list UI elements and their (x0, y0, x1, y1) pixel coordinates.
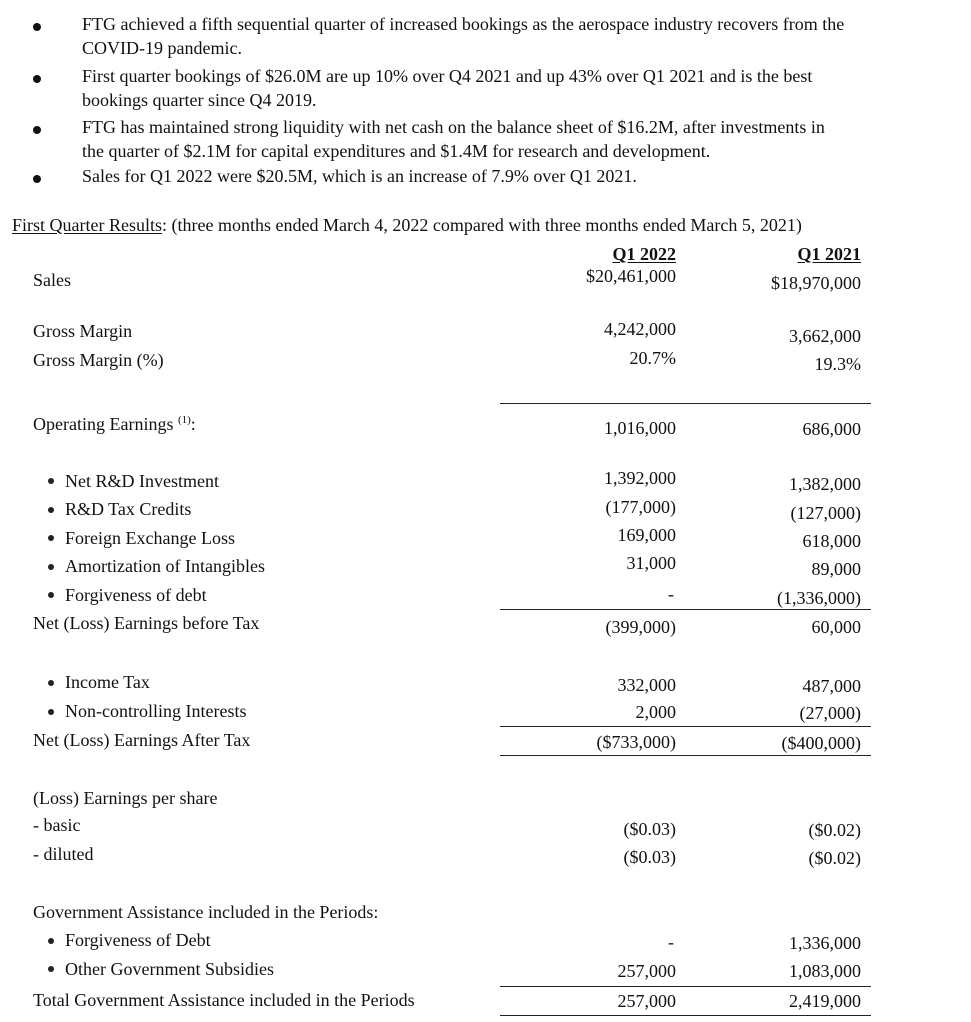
value-net-after-tax-q1-2021: ($400,000) (781, 733, 861, 753)
value-gross-margin-pct-q1-2021: 19.3% (814, 354, 861, 374)
row-label-gross-margin-pct: Gross Margin (%) (33, 350, 164, 370)
value-income-tax-q1-2022: 332,000 (617, 675, 676, 695)
value-amortization-q1-2022: 31,000 (626, 553, 676, 573)
value-sales-q1-2021: $18,970,000 (771, 273, 861, 293)
highlight-2-line-2: bookings quarter since Q4 2019. (82, 90, 317, 110)
value-gov-forgiveness-q1-2022: - (668, 932, 674, 952)
value-operating-earnings-q1-2021: 686,000 (802, 419, 861, 439)
bullet-icon (48, 680, 54, 686)
highlight-3-line-1: FTG has maintained strong liquidity with net cash on the balance sheet of $16.2M, after investments in (82, 117, 825, 137)
value-gross-margin-q1-2021: 3,662,000 (789, 326, 861, 346)
value-non-controlling-q1-2021: (27,000) (799, 703, 861, 723)
row-label-gov-total: Total Government Assistance included in the Periods (33, 990, 415, 1010)
divider-rule (500, 609, 871, 610)
value-net-rd-q1-2021: 1,382,000 (789, 474, 861, 494)
value-sales-q1-2022: $20,461,000 (586, 266, 676, 286)
value-gov-total-q1-2021: 2,419,000 (789, 991, 861, 1011)
bullet-icon (48, 507, 54, 513)
bullet-icon (48, 938, 54, 944)
value-income-tax-q1-2021: 487,000 (802, 676, 861, 696)
highlight-1-line-1: FTG achieved a fifth sequential quarter of increased bookings as the aerospace industry recovers from the (82, 14, 845, 34)
row-label-sales: Sales (33, 270, 71, 290)
value-eps-diluted-q1-2021: ($0.02) (808, 848, 861, 868)
operating-earnings-colon: : (190, 414, 196, 434)
column-header-q1-2021: Q1 2021 (797, 244, 861, 264)
highlight-4-line-1: Sales for Q1 2022 were $20.5M, which is an increase of 7.9% over Q1 2021. (82, 166, 637, 186)
footnote-marker: (1) (177, 414, 191, 426)
row-label-eps-diluted: - diluted (33, 844, 94, 864)
row-label-gov-assistance: Government Assistance included in the Periods: (33, 902, 379, 922)
value-non-controlling-q1-2022: 2,000 (635, 702, 676, 722)
column-header-q1-2022: Q1 2022 (612, 244, 676, 264)
operating-earnings-text: Operating Earnings (33, 414, 174, 434)
value-eps-basic-q1-2021: ($0.02) (808, 820, 861, 840)
value-gov-other-q1-2021: 1,083,000 (789, 961, 861, 981)
value-gov-other-q1-2022: 257,000 (617, 961, 676, 981)
value-gross-margin-q1-2022: 4,242,000 (604, 319, 676, 339)
row-label-forgiveness-debt: Forgiveness of debt (65, 585, 207, 605)
highlight-3-line-2: the quarter of $2.1M for capital expenditures and $1.4M for research and development. (82, 141, 711, 161)
divider-rule (500, 1015, 871, 1016)
value-operating-earnings-q1-2022: 1,016,000 (604, 418, 676, 438)
row-label-fx-loss: Foreign Exchange Loss (65, 528, 235, 548)
highlight-1-line-2: COVID-19 pandemic. (82, 38, 242, 58)
row-label-gross-margin: Gross Margin (33, 321, 133, 341)
row-label-operating-earnings (33, 414, 196, 436)
value-net-before-tax-q1-2021: 60,000 (811, 617, 861, 637)
row-label-net-after-tax: Net (Loss) Earnings After Tax (33, 730, 251, 750)
bullet-icon (33, 75, 41, 83)
value-forgiveness-debt-q1-2022: - (668, 584, 674, 604)
row-label-net-rd: Net R&D Investment (65, 471, 219, 491)
bullet-icon (33, 23, 41, 31)
highlight-2-line-1: First quarter bookings of $26.0M are up 10% over Q4 2021 and up 43% over Q1 2021 and is the best (82, 66, 813, 86)
value-gross-margin-pct-q1-2022: 20.7% (629, 348, 676, 368)
bullet-icon (33, 126, 41, 134)
value-eps-basic-q1-2022: ($0.03) (623, 819, 676, 839)
bullet-icon (48, 709, 54, 715)
bullet-icon (48, 478, 54, 484)
value-net-rd-q1-2022: 1,392,000 (604, 468, 676, 488)
row-label-rd-tax: R&D Tax Credits (65, 499, 192, 519)
bullet-icon (33, 175, 41, 183)
value-net-before-tax-q1-2022: (399,000) (605, 617, 676, 637)
results-heading-title: First Quarter Results (12, 215, 162, 235)
bullet-icon (48, 535, 54, 541)
value-gov-forgiveness-q1-2021: 1,336,000 (789, 933, 861, 953)
value-rd-tax-q1-2022: (177,000) (605, 497, 676, 517)
bullet-icon (48, 564, 54, 570)
row-label-eps: (Loss) Earnings per share (33, 788, 218, 808)
bullet-icon (48, 592, 54, 598)
value-gov-total-q1-2022: 257,000 (617, 991, 676, 1011)
row-label-non-controlling: Non-controlling Interests (65, 701, 247, 721)
bullet-icon (48, 966, 54, 972)
row-label-net-before-tax: Net (Loss) Earnings before Tax (33, 613, 260, 633)
value-eps-diluted-q1-2022: ($0.03) (623, 847, 676, 867)
value-net-after-tax-q1-2022: ($733,000) (596, 732, 676, 752)
row-label-income-tax: Income Tax (65, 672, 150, 692)
row-label-eps-basic: - basic (33, 815, 81, 835)
row-label-amortization: Amortization of Intangibles (65, 556, 265, 576)
row-label-gov-other: Other Government Subsidies (65, 959, 274, 979)
row-label-gov-forgiveness: Forgiveness of Debt (65, 930, 211, 950)
results-heading-period: : (three months ended March 4, 2022 compared with three months ended March 5, 2021) (162, 215, 802, 235)
divider-rule (500, 726, 871, 727)
value-fx-loss-q1-2021: 618,000 (802, 531, 861, 551)
divider-rule (500, 755, 871, 756)
divider-rule (500, 403, 871, 404)
value-forgiveness-debt-q1-2021: (1,336,000) (777, 588, 861, 608)
value-amortization-q1-2021: 89,000 (811, 559, 861, 579)
divider-rule (500, 986, 871, 987)
results-heading (12, 215, 802, 237)
value-rd-tax-q1-2021: (127,000) (790, 503, 861, 523)
value-fx-loss-q1-2022: 169,000 (617, 525, 676, 545)
